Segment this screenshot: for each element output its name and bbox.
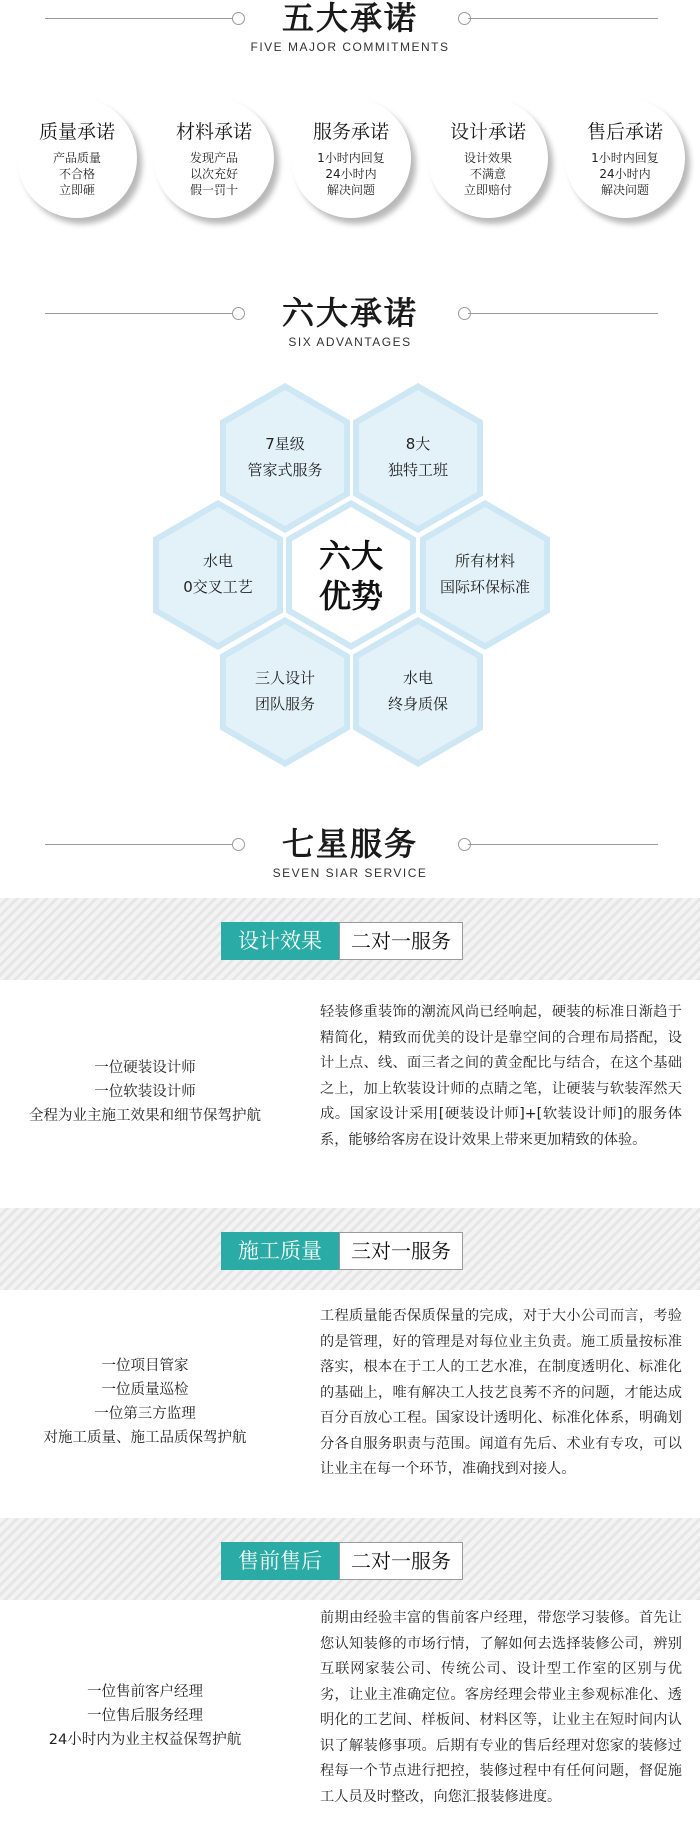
commitment-line: 不满意 (469, 167, 506, 181)
commitment-title: 服务承诺 (312, 121, 389, 143)
commitment-line: 1小时内回复 (317, 151, 385, 165)
hex-lifetime-warranty (353, 617, 483, 767)
commitment-line: 立即砸 (58, 183, 95, 197)
hex-line: 8大 (405, 435, 431, 453)
five-commitments-subtitle: FIVE MAJOR COMMITMENTS (250, 40, 450, 54)
commitment-line: 解决问题 (326, 183, 375, 197)
service-role: 全程为业主施工效果和细节保驾护航 (29, 1108, 261, 1124)
commitment-quality (17, 98, 137, 218)
divider-line (468, 313, 658, 314)
hex-line: 水电 (402, 669, 433, 687)
commitment-line: 发现产品 (189, 151, 238, 165)
service-body-sales (0, 1600, 700, 1827)
hex-line: 7星级 (265, 435, 305, 453)
commitment-line: 24小时内 (325, 167, 377, 181)
seven-service-subtitle: SEVEN SIAR SERVICE (272, 866, 428, 880)
commitment-list (12, 98, 692, 223)
six-advantages-title: 六大承诺 (281, 294, 418, 332)
commitment-title: 设计承诺 (449, 121, 526, 143)
service-tag-ratio: 三对一服务 (339, 1232, 463, 1270)
hex-design-team (220, 617, 350, 767)
service-role: 一位售后服务经理 (87, 1708, 203, 1724)
commitment-service (291, 98, 411, 218)
hex-line: 0交叉工艺 (183, 578, 253, 596)
commitment-line: 解决问题 (600, 183, 649, 197)
six-advantages-header (0, 295, 700, 355)
hex-line: 管家式服务 (247, 461, 323, 479)
hex-line: 三人设计 (254, 669, 315, 687)
commitment-title: 质量承诺 (38, 121, 115, 143)
hex-line: 水电 (202, 552, 233, 570)
service-tag-ratio: 二对一服务 (339, 1542, 463, 1580)
commitment-line: 立即赔付 (463, 183, 512, 197)
service-body-construction (0, 1290, 700, 1518)
service-role: 一位售前客户经理 (87, 1684, 203, 1700)
commitment-line: 1小时内回复 (591, 151, 659, 165)
hex-line: 团队服务 (254, 695, 315, 713)
five-commitments-title: 五大承诺 (281, 0, 418, 37)
hex-center-line: 优势 (318, 577, 383, 615)
commitment-title: 售后承诺 (586, 121, 663, 143)
hex-line: 所有材料 (454, 552, 515, 570)
service-body-design (0, 980, 700, 1208)
hex-line: 独特工班 (387, 461, 448, 479)
service-description: 工程质量能否保质保量的完成，对于大小公司而言，考验的是管理，好的管理是对每位业主负责。施工质量按标准落实，根本在于工人的工艺水准，在制度透明化、标准化的基础上，唯有解决工人技艺良莠不齐的问题，才能达成百分百放心工程。国家设计透明化、标准化体系，明确划分各自服务职责与范围。闻道有先后、术业有专攻，可以让业主在每一个环节，准确找到对接人。 (320, 1308, 682, 1477)
service-tag-label: 售前售后 (221, 1542, 339, 1580)
hex-line: 终身质保 (387, 695, 448, 713)
commitment-material (154, 98, 274, 218)
commitment-aftersales (565, 98, 685, 218)
service-tag-ratio: 二对一服务 (339, 922, 463, 960)
service-tag-design (221, 922, 463, 960)
service-description: 前期由经验丰富的售前客户经理，带您学习装修。首先让您认知装修的市场行情，了解如何去选择装修公司，辨别互联网家装公司、传统公司、设计型工作室的区别与优劣，让业主准确定位。客房经理会带业主参观标准化、透明化的工艺间、样板间、材料区等，让业主在短时间内认识了解装修事项。后期有专业的售后经理对您家的装修过程每一个节点进行把控，装修过程中有任何问题，督促施工人员及时整改，向您汇报装修进度。 (320, 1610, 682, 1805)
service-role: 一位硬装设计师 (94, 1060, 196, 1076)
commitment-design (428, 98, 548, 218)
service-role: 一位软装设计师 (94, 1084, 196, 1100)
service-role: 24小时内为业主权益保驾护航 (48, 1732, 242, 1748)
six-advantages-subtitle: SIX ADVANTAGES (288, 335, 412, 349)
service-role: 一位第三方监理 (94, 1406, 196, 1422)
service-role: 对施工质量、施工品质保驾护航 (43, 1430, 247, 1446)
service-role: 一位项目管家 (101, 1358, 189, 1374)
hex-center-line: 六大 (318, 537, 383, 575)
commitment-line: 24小时内 (599, 167, 651, 181)
commitment-line: 以次充好 (189, 167, 238, 181)
commitment-title: 材料承诺 (175, 121, 252, 143)
five-commitments-header (0, 0, 700, 60)
commitment-line: 设计效果 (463, 151, 512, 165)
service-tag-sales (221, 1542, 463, 1580)
seven-service-title: 七星服务 (281, 825, 418, 863)
service-description: 轻装修重装饰的潮流风尚已经响起，硬装的标准日渐趋于精简化，精致而优美的设计是靠空间的合理布局搭配，设计上点、线、面三者之间的黄金配比与结合，在这个基础之上，加上软装设计师的点睛之笔，让硬装与软装浑然天成。国家设计采用[硬装设计师]+[软装设计师]的服务体系，能够给客房在设计效果上带来更加精致的体验。 (320, 1004, 682, 1148)
commitment-line: 假一罚十 (189, 183, 238, 197)
seven-service-header (0, 826, 700, 886)
divider-line (468, 844, 658, 845)
commitment-line: 不合格 (58, 167, 95, 181)
service-tag-label: 设计效果 (221, 922, 339, 960)
service-role: 一位质量巡检 (101, 1382, 189, 1398)
service-tag-label: 施工质量 (221, 1232, 339, 1270)
hex-line: 国际环保标准 (439, 578, 530, 596)
divider-line (468, 18, 658, 19)
commitment-line: 产品质量 (52, 151, 101, 165)
service-tag-construction (221, 1232, 463, 1270)
